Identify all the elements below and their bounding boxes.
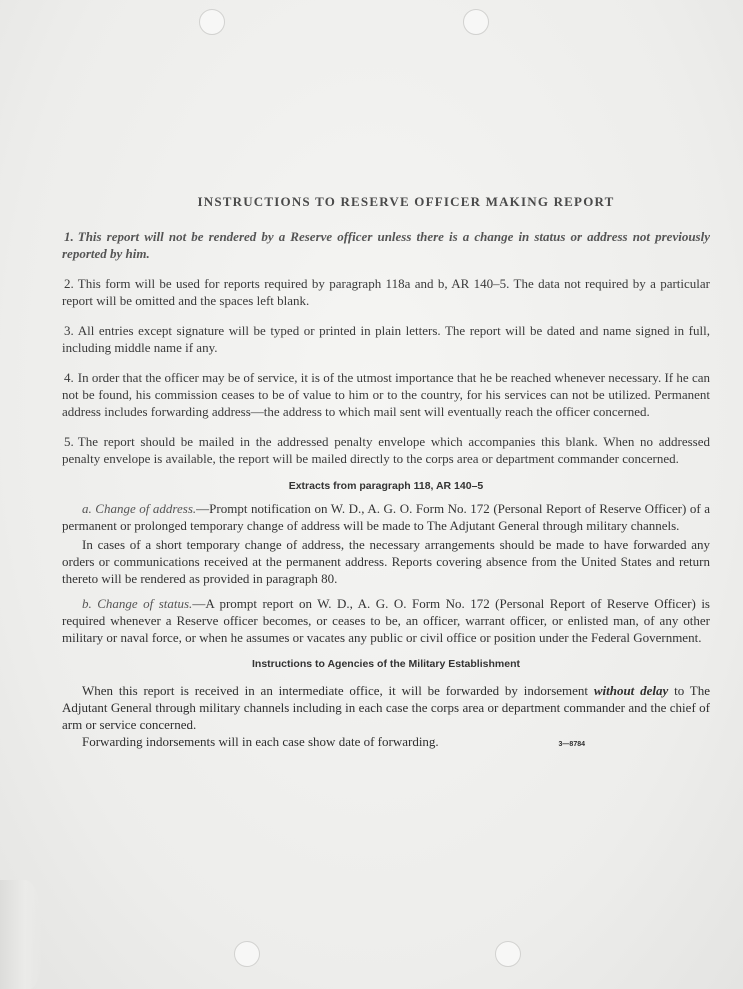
instruction-3: [62, 322, 710, 356]
extract-b-text: —A prompt report on W. D., A. G. O. Form No. 172 (Personal Report of Reserve Officer) is required whenever a Reserve officer becomes, or ceases to be, an officer, warrant officer, or enlisted man, of any other military or naval force, or when he assumes or vacates any public or civil office or position under the Federal Government.: [62, 596, 710, 645]
extracts-heading: Extracts from paragraph 118, AR 140–5: [288, 480, 484, 492]
punch-hole: [199, 9, 225, 35]
agencies-heading: Instructions to Agencies of the Military Establishment: [252, 658, 520, 670]
instruction-number: 5.: [64, 434, 74, 449]
punch-hole: [234, 941, 260, 967]
form-code: 3—8784: [558, 741, 585, 748]
agencies-emphasis: without delay: [593, 683, 669, 698]
instruction-2: [62, 275, 710, 309]
document-body: [62, 194, 710, 753]
page-title: INSTRUCTIONS TO RESERVE OFFICER MAKING REPORT: [197, 194, 615, 209]
instruction-4: [62, 369, 710, 420]
forwarding-note: Forwarding indorsements will in each case show date of forwarding.: [82, 734, 439, 749]
instruction-text: In order that the officer may be of service, it is of the utmost importance that he be reached whenever necessary. If he can not be found, his commission ceases to be of value to him or to the country, for his services can not be utilized. Permanent address includes forwarding address—the address to which mail sent will eventually reach the officer concerned.: [62, 370, 710, 419]
instruction-text: This form will be used for reports required by paragraph 118a and b, AR 140–5. The data not required by a particular report will be omitted and the spaces left blank.: [62, 276, 710, 308]
agencies-last-line: [62, 733, 710, 753]
extract-b-lead: b. Change of status.: [82, 596, 193, 611]
extract-a-text: —Prompt notification on W. D., A. G. O. Form No. 172 (Personal Report of Reserve Officer) of a permanent or prolonged temporary change of address will be made to The Adjutant General through military channels.: [62, 501, 710, 533]
punch-hole: [495, 941, 521, 967]
agencies-text: When this report is received in an intermediate office, it will be forwarded by indorsement: [82, 683, 594, 698]
extract-b: [62, 595, 710, 646]
paper-edge-wear: [0, 880, 42, 989]
instruction-text: This report will not be rendered by a Reserve officer unless there is a change in status or address not previously reported by him.: [62, 229, 710, 261]
punch-hole: [463, 9, 489, 35]
instruction-1: [62, 228, 710, 262]
instruction-number: 2.: [64, 276, 74, 291]
instruction-text: The report should be mailed in the addressed penalty envelope which accompanies this blank. When no addressed penalty envelope is available, the report will be mailed directly to the corps area or department commander concerned.: [62, 434, 710, 466]
instruction-number: 3.: [64, 323, 74, 338]
extract-a-continued: In cases of a short temporary change of address, the necessary arrangements should be made to have forwarded any orders or communications received at the permanent address. Reports covering absence from the United States and return thereto will be rendered as provided in paragraph 80.: [62, 537, 710, 586]
instruction-text: All entries except signature will be typed or printed in plain letters. The report will be dated and name signed in full, including middle name if any.: [62, 323, 710, 355]
agencies-text-continued: to The Adjutant General through military channels including in each case the corps area or department commander and the chief of arm or service concerned.: [62, 683, 710, 732]
instruction-number: 4.: [64, 370, 74, 385]
extract-a-lead: a. Change of address.: [82, 501, 197, 516]
extract-a: [62, 500, 710, 534]
instruction-5: [62, 433, 710, 467]
instruction-number: 1.: [64, 229, 74, 244]
agencies-instruction: [62, 682, 710, 733]
